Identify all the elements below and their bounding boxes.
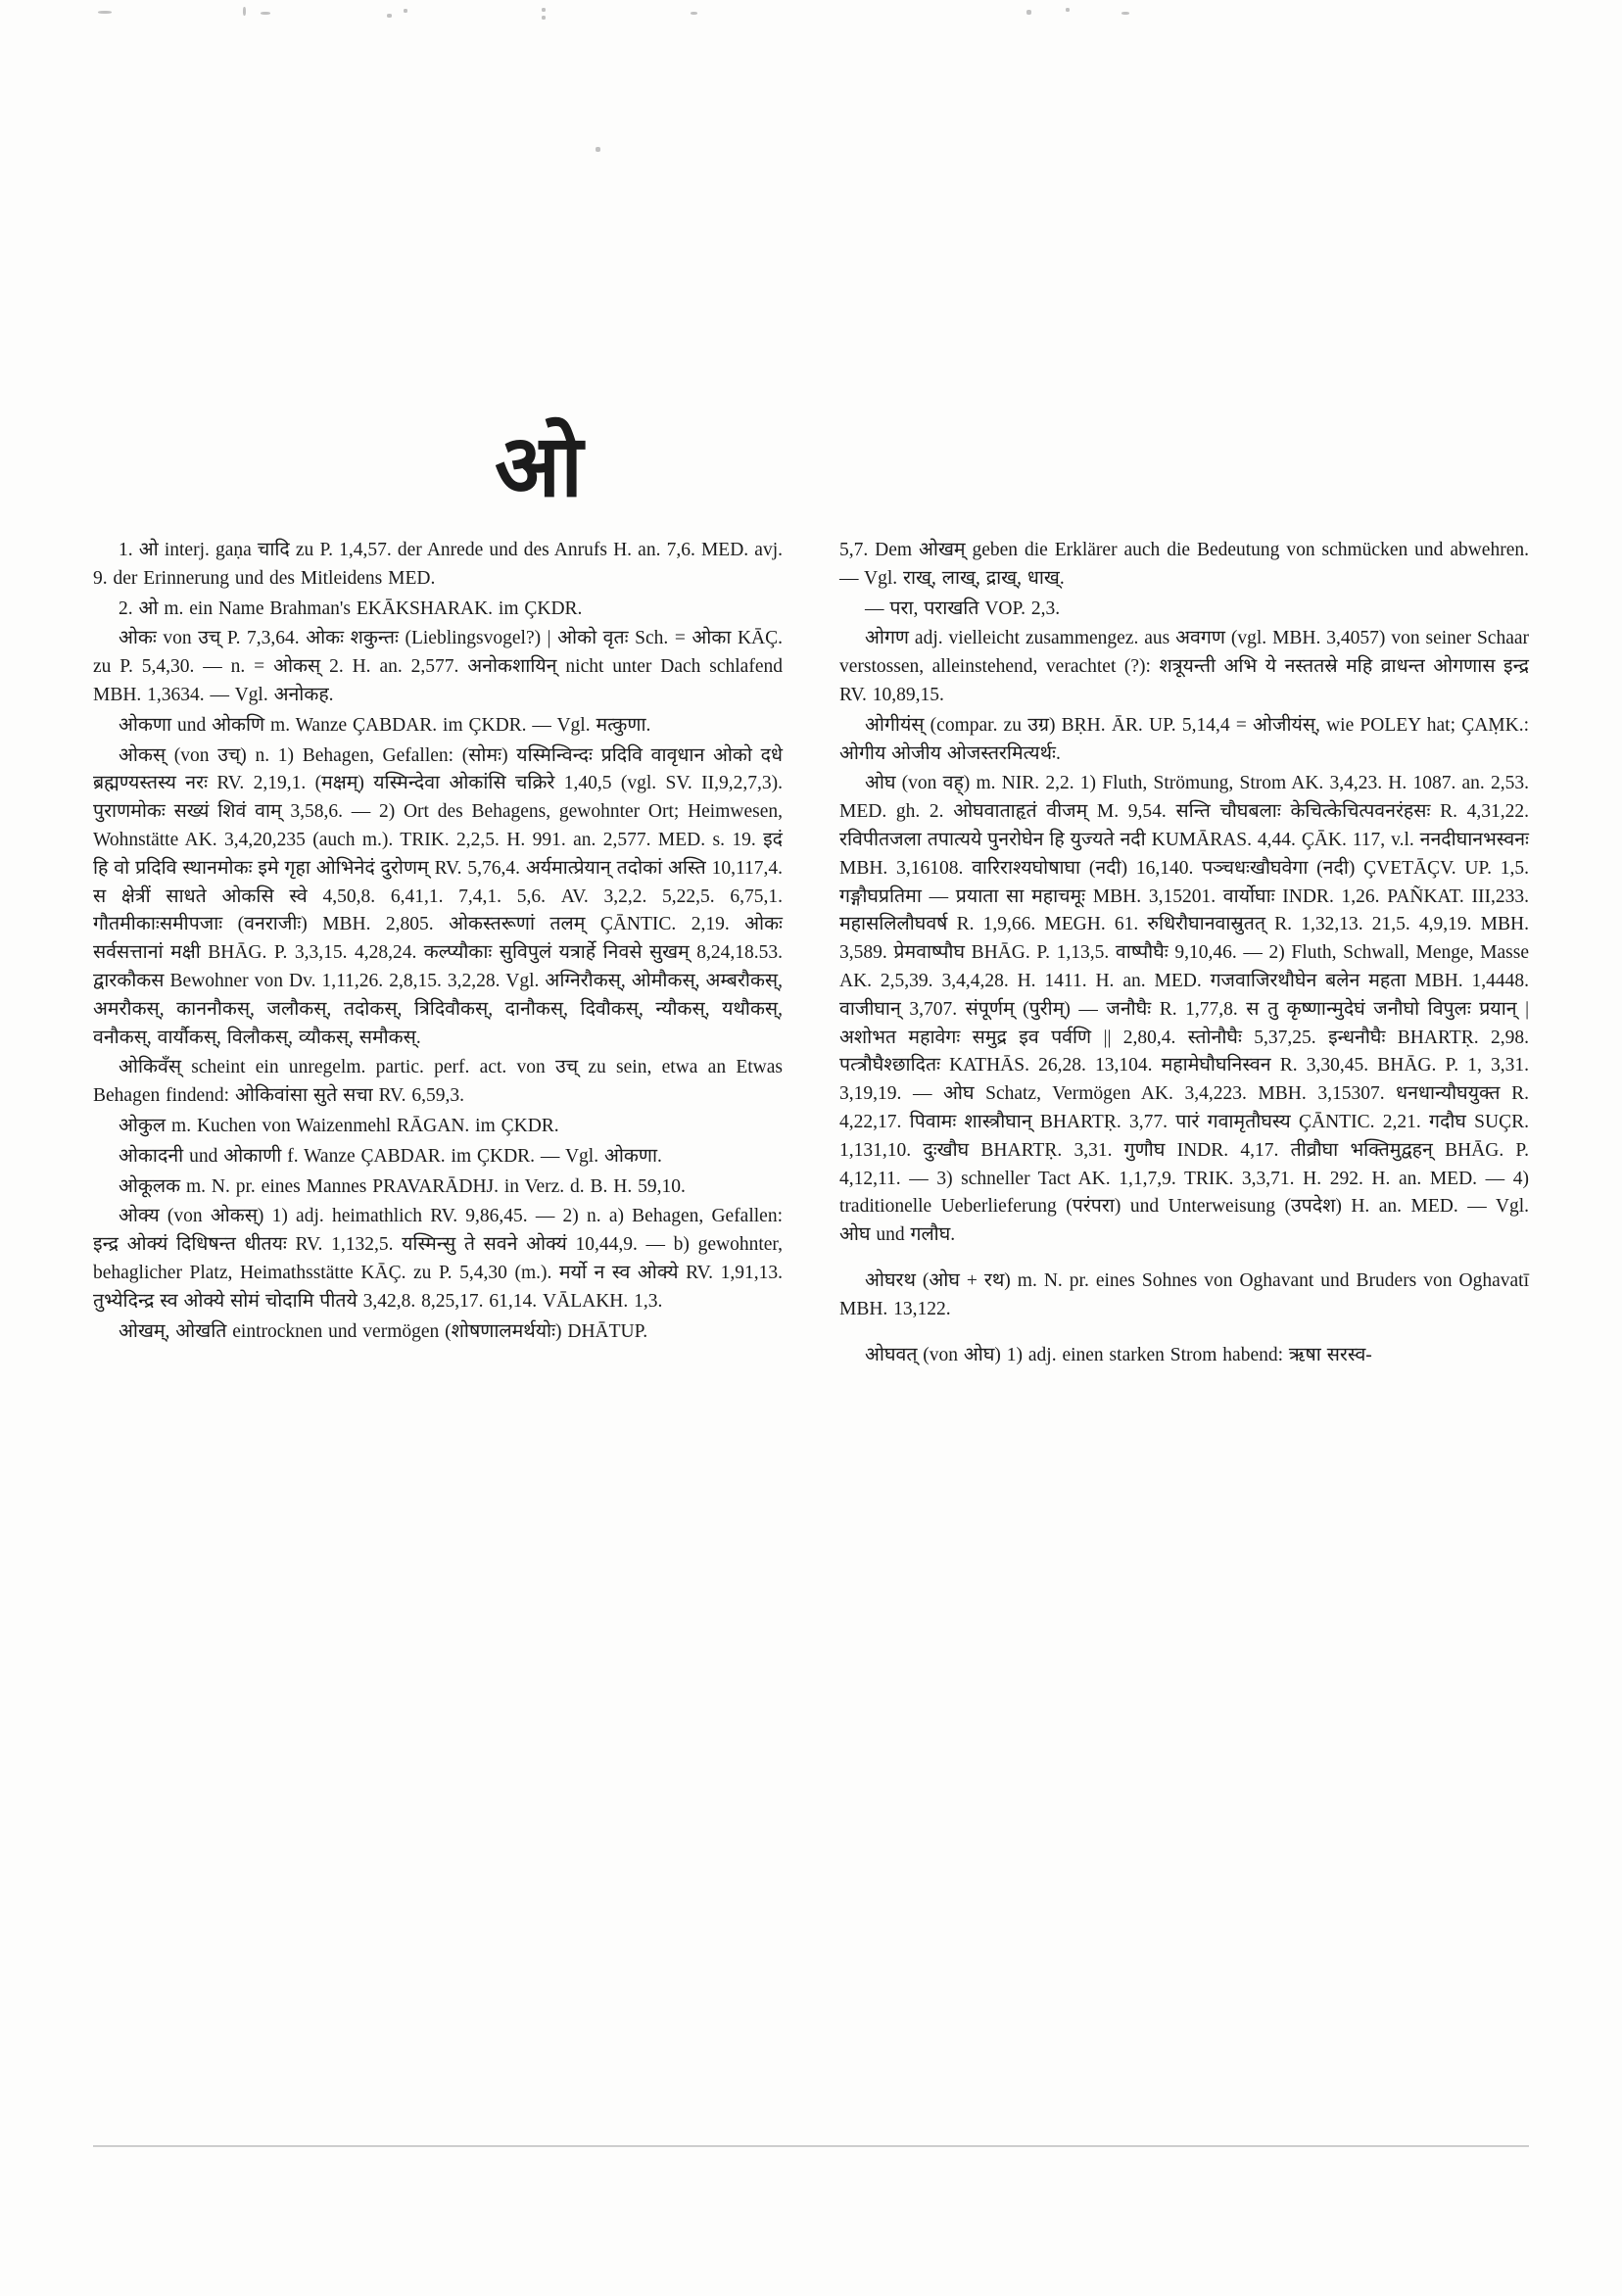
scan-speck: [542, 8, 546, 12]
scan-speck: [1121, 12, 1129, 15]
scan-speck: [387, 14, 392, 18]
text-columns: [93, 537, 1529, 1371]
scan-speck: [404, 9, 407, 13]
dictionary-entry: 5,7. Dem ओखम् geben die Erklärer auch die Bedeutung von schmücken und abwehren. — Vgl. राख्, लाख्, द्राख्, धाख्.: [839, 540, 1529, 589]
left-column: [93, 537, 783, 1371]
dictionary-entry: ओगण adj. vielleicht zusammengez. aus अवगण (vgl. MBH. 3,4057) von seiner Schaar verstossen, alleinstehend, verachtet (?): शत्रूयन्ती अभि ये नस्ततस्रे महि व्राधन्त ओगणास इन्द्र RV. 10,89,15.: [839, 628, 1529, 705]
dictionary-entry: — परा, पराखति VOP. 2,3.: [865, 598, 1061, 619]
dictionary-entry: ओघरथ (ओघ + रथ) m. N. pr. eines Sohnes von Oghavant und Bruders von Oghavatī MBH. 13,122.: [839, 1269, 1529, 1319]
dictionary-entry: ओकिवँस् scheint ein unregelm. partic. perf. act. von उच् zu sein, etwa an Etwas Behagen findend: ओकिवांसा सुते सचा RV. 6,59,3.: [93, 1057, 783, 1107]
scan-speck: [261, 12, 270, 15]
scan-speck: [98, 11, 112, 14]
scan-speck: [1026, 10, 1031, 15]
section-letter-heading: ओ: [495, 420, 584, 515]
dictionary-entry: ओकुल m. Kuchen von Waizenmehl RĀGAN. im ÇKDR.: [119, 1115, 559, 1136]
right-column: [839, 537, 1529, 1371]
dictionary-entry: ओकणा und ओकणि m. Wanze ÇABDAR. im ÇKDR. — Vgl. मत्कुणा.: [119, 714, 651, 736]
dictionary-entry: ओकूलक m. N. pr. eines Mannes PRAVARĀDHJ. in Verz. d. B. H. 59,10.: [119, 1175, 686, 1197]
dictionary-entry: 2. ओ m. ein Name Brahman's EKĀKSHARAK. im ÇKDR.: [119, 598, 583, 619]
scan-speck: [691, 12, 697, 15]
dictionary-entry: ओकादनी und ओकाणी f. Wanze ÇABDAR. im ÇKDR. — Vgl. ओकणा.: [119, 1145, 662, 1167]
dictionary-entry: ओकस् (von उच्) n. 1) Behagen, Gefallen: (सोमः) यस्मिन्विन्दः प्रदिवि वावृधान ओको दधे ब्रह्मण्यस्तस्य नरः RV. 2,19,1. (मक्षम्) यस्मिन्देवा ओकांसि चक्रिरे 1,40,5 (vgl. SV. II,9,2,7,3). पुराणमोकः सख्यं शिवं वाम् 3,58,6. — 2) Ort des Behagens, gewohnter Ort; Heimwesen, Wohnstätte AK. 3,4,20,235 (auch m.). TRIK. 2,2,5. H. 991. an. 2,577. MED. s. 19. इदं हि वो प्रदिवि स्थानमोकः इमे गृहा ओभिनेदं दुरोणम् RV. 5,76,4. अर्यमात्प्रेयान् तदोकां अस्ति 10,117,4. स क्षेत्रीं साधते ओकसि स्वे 4,50,8. 6,41,1. 7,4,1. 5,6. AV. 3,2,2. 5,22,5. 6,75,1. गौतमीकाःसमीपजाः (वनराजीः) MBH. 2,805. ओकस्तरूणां तलम् ÇĀNTIC. 2,19. ओकः सर्वसत्तानां मक्षी BHĀG. P. 3,3,15. 4,28,24. कल्प्यौकाः सुविपुलं यत्रार्हे निवसे सुखम् 8,24,18.53. द्वारकौकस Bewohner von Dv. 1,11,26. 2,8,15. 3,2,28. Vgl. अग्निरौकस्, ओमौकस्, अम्बरौकस्, अमरौकस्, काननौकस्, जलौकस्, तदोकस्, त्रिदिवौकस्, दानौकस्, दिवौकस्, न्यौकस्, यथौकस्, वनौकस्, वार्यौकस्, विलौकस्, व्यौकस्, समौकस्.: [93, 744, 783, 1048]
bottom-hairline-rule: [93, 2145, 1529, 2147]
scan-speck: [542, 16, 546, 20]
dictionary-entry: ओकः von उच् P. 7,3,64. ओकः शकुन्तः (Lieblingsvogel?) | ओको वृतः Sch. = ओका KĀÇ. zu P. 5,4,30. — n. = ओकस् 2. H. an. 2,577. अनोकशायिन् nicht unter Dach schlafend MBH. 1,3634. — Vgl. अनोकह.: [93, 628, 783, 705]
dictionary-entry: ओक्य (von ओकस्) 1) adj. heimathlich RV. 9,86,45. — 2) n. a) Behagen, Gefallen: इन्द्र ओक्यं दिधिषन्त धीतयः RV. 1,132,5. यस्मिन्सु ते सवने ओक्यं 10,44,9. — b) gewohnter, behaglicher Platz, Heimathsstätte KĀÇ. zu P. 5,4,30 (m.). मर्यो न स्व ओक्ये RV. 1,91,13. तुभ्येदिन्द्र स्व ओक्ये सोमं चोदामि पीतये 3,42,8. 8,25,17. 61,14. VĀLAKH. 1,3.: [93, 1206, 783, 1312]
dictionary-entry: ओखम्, ओखति eintrocknen und vermögen (शोषणालमर्थयोः) DHĀTUP.: [119, 1320, 648, 1342]
dictionary-entry: ओघवत् (von ओघ) 1) adj. einen starken Strom habend: ऋषा सरस्व-: [865, 1344, 1372, 1365]
dictionary-entry: 1. ओ interj. gaṇa चादि zu P. 1,4,57. der Anrede und des Anrufs H. an. 7,6. MED. avj. 9. der Erinnerung und des Mitleidens MED.: [93, 540, 783, 589]
scan-speck: [243, 7, 246, 16]
dictionary-entry: ओघ (von वह्) m. NIR. 2,2. 1) Fluth, Strömung, Strom AK. 3,4,23. H. 1087. an. 2,53. MED. gh. 2. ओघवाताहृतं वीजम् M. 9,54. सन्ति चौघबलाः केचित्केचित्पवनरंहसः R. 4,31,22. रविपीतजला तपात्यये पुनरोघेन हि युज्यते नदी KUMĀRAS. 4,44. ÇĀK. 117, v.l. ननदीघानभस्वनः MBH. 3,16108. वारिराश्यघोषाघा (नदी) 16,140. पञ्चधःखौघवेगा (नदी) ÇVETĀÇV. UP. 1,5. गङ्गौघप्रतिमा — प्रयाता सा महाचमूः MBH. 3,15201. वार्योघाः INDR. 1,26. PAÑKAT. III,233. महासलिलौघवर्ष R. 1,9,66. MEGH. 61. रुधिरौघानवास्रुतत् R. 1,32,13. 21,5. 4,9,19. MBH. 3,589. प्रेमवाष्पौघ BHĀG. P. 1,13,5. वाष्पौघैः 9,10,46. — 2) Fluth, Schwall, Menge, Masse AK. 2,5,39. 3,4,4,28. H. 1411. H. an. MED. गजवाजिरथौघेन बलेन महता MBH. 1,4448. वाजीघान् 3,707. संपूर्णम् (पुरीम्) — जनौघैः R. 1,77,8. स तु कृष्णान्मुदेघं जनौघो विपुलः प्रयान् | अशोभत महावेगः समुद्र इव पर्वणि || 2,80,4. स्तोनौघैः 5,37,25. इन्धनौघैः BHARTṚ. 2,98. पत्त्रौघैश्छादितः KATHĀS. 26,28. 13,104. महामेघौघनिस्वन R. 3,30,45. BHĀG. P. 1, 3,31. 3,19,19. — ओघ Schatz, Vermögen AK. 3,4,223. MBH. 3,15307. धनधान्यौघयुक्त R. 4,22,17. पिवामः शास्त्रौघान् BHARTṚ. 3,77. पारं गवामृतौघस्य ÇĀNTIC. 2,21. गदौघ SUÇR. 1,131,10. दुःखौघ BHARTṚ. 3,31. गुणौघ INDR. 4,17. तीव्रौघा भक्तिमुद्वहन् BHĀG. P. 4,12,11. — 3) schneller Tact AK. 1,1,7,9. TRIK. 3,3,71. H. 292. H. an. MED. — 4) traditionelle Ueberlieferung (परंपरा) und Unterweisung (उपदेश) H. an. MED. — Vgl. ओघ und गलौघ.: [839, 773, 1529, 1246]
scan-speck: [596, 147, 600, 152]
dictionary-entry: ओगीयंस् (compar. zu उग्र) BṚH. ĀR. UP. 5,14,4 = ओजीयंस्, wie POLEY hat; ÇAṂK.: ओगीय ओजीय ओजस्तरमित्यर्थः.: [839, 714, 1529, 764]
scan-speck: [1066, 8, 1070, 12]
